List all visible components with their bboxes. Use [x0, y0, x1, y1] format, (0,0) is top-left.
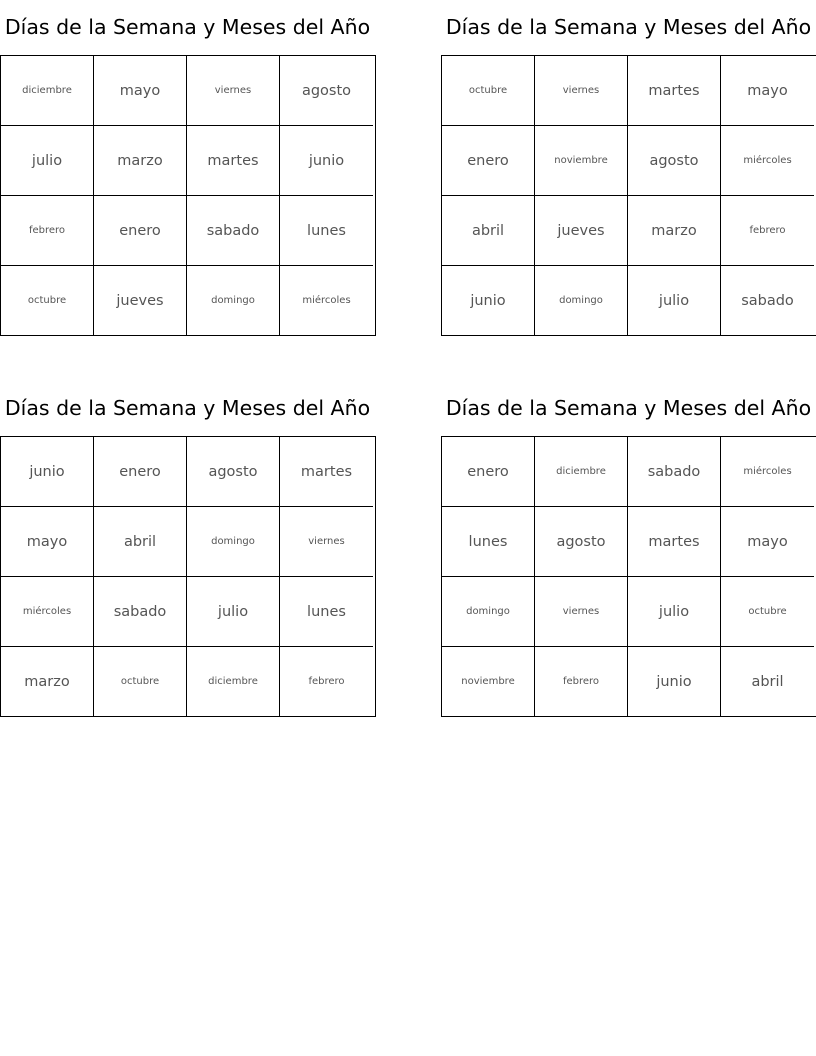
- bingo-cell: febrero: [308, 676, 345, 687]
- bingo-cell: enero: [94, 196, 187, 266]
- bingo-cell: martes: [280, 437, 373, 507]
- bingo-cell: viernes: [187, 56, 280, 126]
- bingo-cell: lunes: [442, 507, 535, 577]
- bingo-cell: viernes: [280, 507, 373, 577]
- bingo-cell: febrero: [721, 196, 814, 266]
- bingo-cell: octubre: [1, 266, 94, 335]
- bingo-cell: enero: [94, 437, 187, 507]
- bingo-cell: diciembre: [535, 437, 628, 507]
- bingo-cell: mayo: [721, 507, 814, 577]
- bingo-cell: febrero: [535, 647, 628, 716]
- bingo-cell: mayo: [721, 56, 814, 126]
- bingo-cell: miércoles: [1, 577, 94, 647]
- bingo-grid: [441, 436, 816, 717]
- bingo-cell: mayo: [94, 56, 187, 126]
- bingo-cell: domingo: [442, 577, 535, 647]
- bingo-cell: noviembre: [442, 647, 535, 716]
- card-title: Días de la Semana y Meses del Año: [445, 15, 812, 39]
- bingo-cell: julio: [187, 577, 280, 647]
- bingo-cell: abril: [94, 507, 187, 577]
- bingo-cell: domingo: [187, 266, 280, 335]
- bingo-cell: miércoles: [721, 437, 814, 507]
- bingo-cell: agosto: [535, 507, 628, 577]
- bingo-cell: junio: [280, 126, 373, 196]
- bingo-cell: sabado: [628, 437, 721, 507]
- card-title: Días de la Semana y Meses del Año: [4, 396, 371, 420]
- card-title: Días de la Semana y Meses del Año: [4, 15, 371, 39]
- bingo-cell: jueves: [94, 266, 187, 335]
- bingo-cell: enero: [442, 437, 535, 507]
- bingo-cell: sabado: [187, 196, 280, 266]
- bingo-cell: lunes: [280, 577, 373, 647]
- card-title: Días de la Semana y Meses del Año: [445, 396, 812, 420]
- bingo-cell: agosto: [628, 126, 721, 196]
- bingo-cell: enero: [442, 126, 535, 196]
- bingo-cell: agosto: [280, 56, 373, 126]
- bingo-cell: junio: [1, 437, 94, 507]
- bingo-cell: julio: [628, 266, 721, 335]
- bingo-cell: sabado: [741, 292, 794, 309]
- bingo-cell: noviembre: [535, 126, 628, 196]
- bingo-cell: febrero: [1, 196, 94, 266]
- bingo-cell: marzo: [94, 126, 187, 196]
- bingo-cell: miércoles: [302, 295, 351, 306]
- bingo-cell: lunes: [280, 196, 373, 266]
- bingo-cell: agosto: [187, 437, 280, 507]
- bingo-cell: domingo: [535, 266, 628, 335]
- bingo-cell: miércoles: [721, 126, 814, 196]
- bingo-cell: domingo: [187, 507, 280, 577]
- bingo-cell: marzo: [628, 196, 721, 266]
- bingo-cell: abril: [442, 196, 535, 266]
- bingo-cell: julio: [1, 126, 94, 196]
- bingo-cell: mayo: [1, 507, 94, 577]
- bingo-cell: diciembre: [187, 647, 280, 716]
- bingo-cell: martes: [187, 126, 280, 196]
- bingo-cell: octubre: [721, 577, 814, 647]
- bingo-grid: [0, 436, 376, 717]
- bingo-cell: octubre: [442, 56, 535, 126]
- bingo-grid: [441, 55, 816, 336]
- bingo-cell: viernes: [535, 577, 628, 647]
- bingo-cell: junio: [628, 647, 721, 716]
- bingo-grid: [0, 55, 376, 336]
- bingo-cell: marzo: [1, 647, 94, 716]
- bingo-cell: sabado: [94, 577, 187, 647]
- bingo-cell: abril: [751, 673, 784, 690]
- bingo-cell: jueves: [535, 196, 628, 266]
- bingo-cell: viernes: [535, 56, 628, 126]
- bingo-cell: octubre: [94, 647, 187, 716]
- bingo-cell: diciembre: [1, 56, 94, 126]
- bingo-cell: julio: [628, 577, 721, 647]
- bingo-cell: junio: [442, 266, 535, 335]
- bingo-cell: martes: [628, 507, 721, 577]
- bingo-cell: martes: [628, 56, 721, 126]
